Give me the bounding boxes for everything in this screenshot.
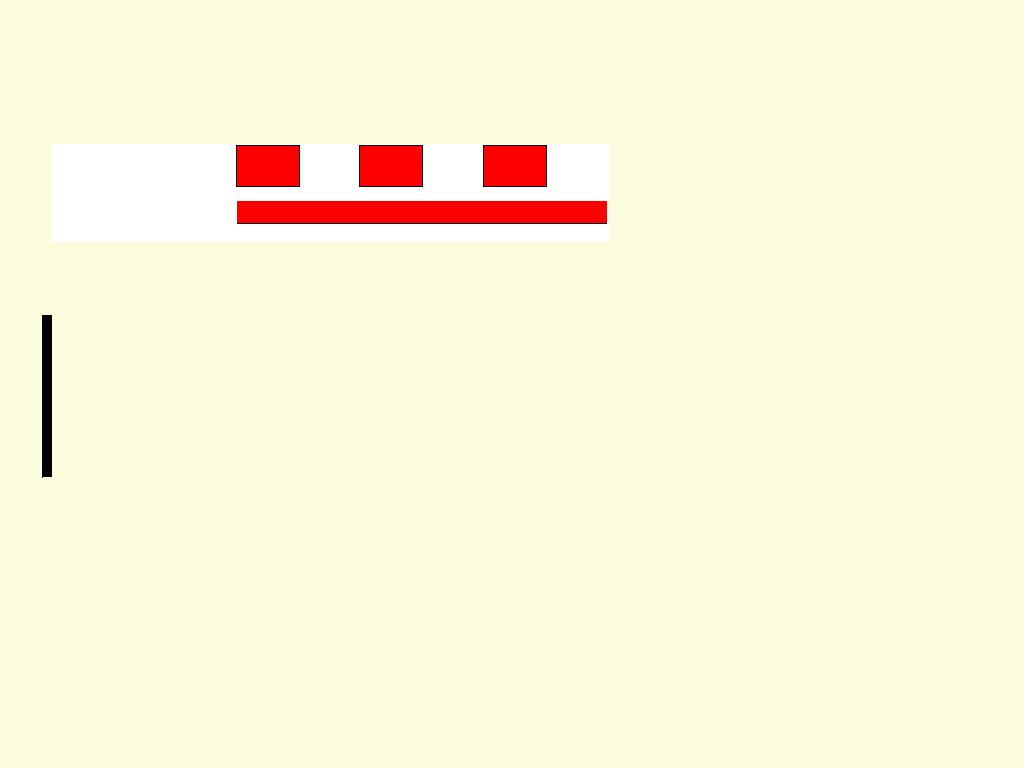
form-header: [52, 144, 609, 242]
class-code-field[interactable]: [483, 145, 547, 187]
school-code-field[interactable]: [359, 145, 423, 187]
header-extra-score: [51, 316, 52, 477]
results-table: [42, 315, 52, 477]
org-name-field[interactable]: [237, 201, 607, 224]
region-code-field[interactable]: [236, 145, 300, 187]
table-header-row: [43, 316, 52, 477]
